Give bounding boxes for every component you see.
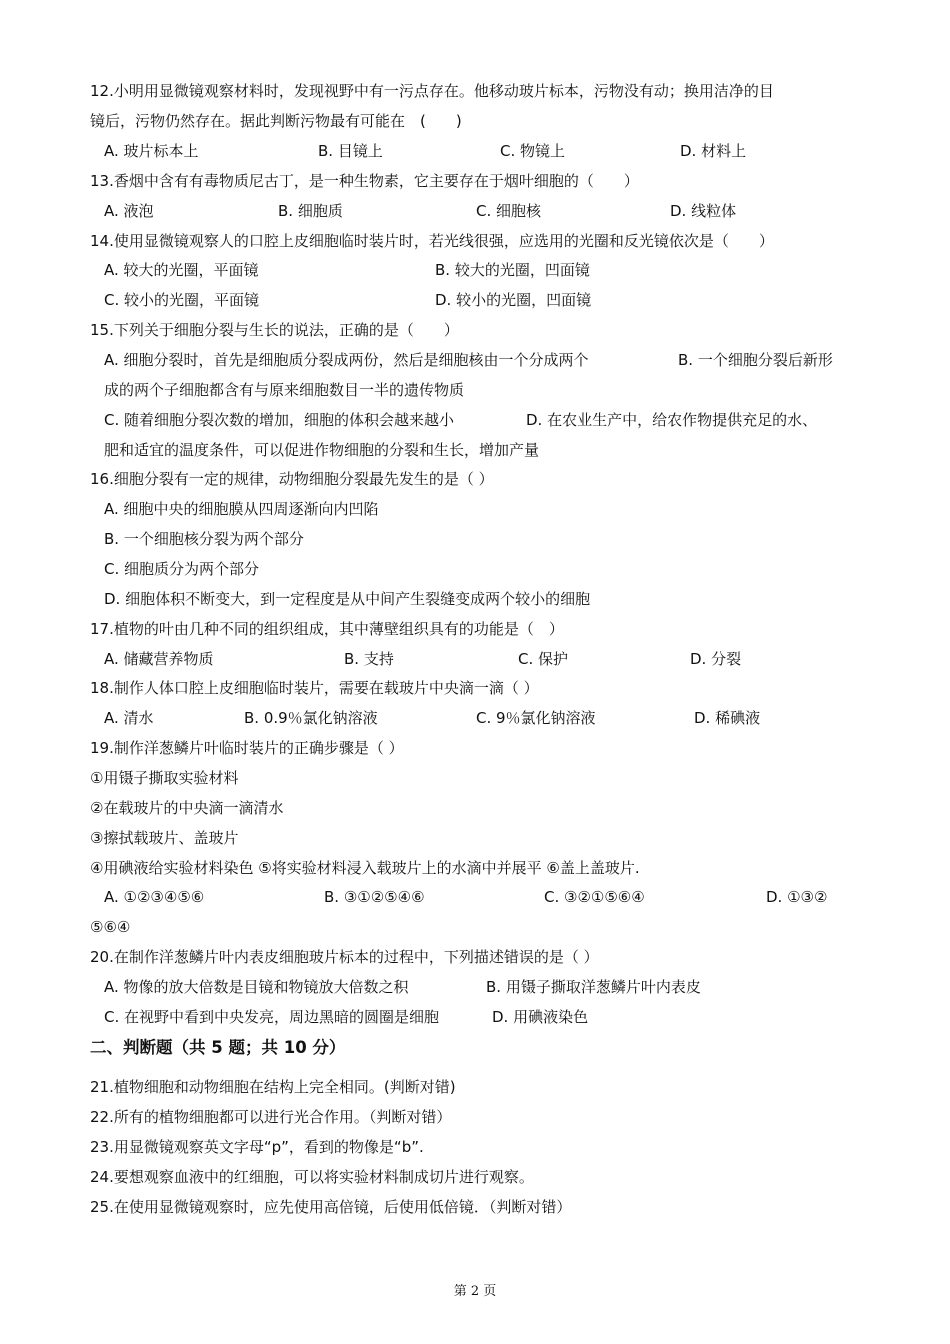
q17-option-a: A. 储藏营养物质 xyxy=(104,650,214,668)
q15-option-b-cont: 成的两个子细胞都含有与原来细胞数目一半的遗传物质 xyxy=(104,381,465,399)
judge-item-23: 23.用显微镜观察英文字母“p”，看到的物像是“b”. xyxy=(90,1138,424,1156)
q16-option-c: C. 细胞质分为两个部分 xyxy=(104,560,260,578)
q19-option-d: D. ①③② xyxy=(766,888,828,906)
judge-item-25: 25.在使用显微镜观察时，应先使用高倍镜，后使用低倍镜．（判断对错） xyxy=(90,1198,572,1216)
question-15-stem: 15.下列关于细胞分裂与生长的说法，正确的是（ ） xyxy=(90,321,459,339)
q12-option-c: C. 物镜上 xyxy=(500,142,566,160)
q12-option-d: D. 材料上 xyxy=(680,142,747,160)
q19-step-4-6: ④用碘液给实验材料染色 ⑤将实验材料浸入载玻片上的水滴中并展平 ⑥盖上盖玻片. xyxy=(90,859,640,877)
question-19-stem: 19.制作洋葱鳞片叶临时装片的正确步骤是（ ） xyxy=(90,739,404,757)
q19-option-c: C. ③②①⑤⑥④ xyxy=(544,888,645,906)
judge-item-24: 24.要想观察血液中的红细胞，可以将实验材料制成切片进行观察。 xyxy=(90,1168,534,1186)
q13-option-a: A. 液泡 xyxy=(104,202,154,220)
q13-option-d: D. 线粒体 xyxy=(670,202,737,220)
q12-option-a: A. 玻片标本上 xyxy=(104,142,199,160)
q12-option-b: B. 目镜上 xyxy=(318,142,383,160)
q20-option-a: A. 物像的放大倍数是目镜和物镜放大倍数之积 xyxy=(104,978,409,996)
q19-option-d-cont: ⑤⑥④ xyxy=(90,918,131,936)
q16-option-b: B. 一个细胞核分裂为两个部分 xyxy=(104,530,304,548)
q19-step-1: ①用镊子撕取实验材料 xyxy=(90,769,239,787)
question-17-stem: 17.植物的叶由几种不同的组织组成，其中薄壁组织具有的功能是（ ） xyxy=(90,620,564,638)
q20-option-b: B. 用镊子撕取洋葱鳞片叶内表皮 xyxy=(486,978,701,996)
q14-option-d: D. 较小的光圈，凹面镜 xyxy=(435,291,592,309)
q17-option-d: D. 分裂 xyxy=(690,650,742,668)
q14-option-b: B. 较大的光圈，凹面镜 xyxy=(435,261,590,279)
q13-option-b: B. 细胞质 xyxy=(278,202,343,220)
page-number: 第 2 页 xyxy=(453,1284,497,1299)
judge-item-21: 21.植物细胞和动物细胞在结构上完全相同。(判断对错) xyxy=(90,1078,456,1096)
q17-option-b: B. 支持 xyxy=(344,650,394,668)
q15-option-c: C. 随着细胞分裂次数的增加，细胞的体积会越来越小 xyxy=(104,411,455,429)
q15-option-b: B. 一个细胞分裂后新形 xyxy=(678,351,833,369)
q15-option-d: D. 在农业生产中，给农作物提供充足的水、 xyxy=(526,411,818,429)
question-14-stem: 14.使用显微镜观察人的口腔上皮细胞临时装片时，若光线很强，应选用的光圈和反光镜依次是（ ） xyxy=(90,232,774,250)
q20-option-c: C. 在视野中看到中央发亮，周边黑暗的圆圈是细胞 xyxy=(104,1008,440,1026)
question-18-stem: 18.制作人体口腔上皮细胞临时装片，需要在载玻片中央滴一滴（ ） xyxy=(90,679,539,697)
question-12-stem: 12.小明用显微镜观察材料时，发现视野中有一污点存在。他移动玻片标本，污物没有动；换用洁净的目 xyxy=(90,82,774,100)
q16-option-a: A. 细胞中央的细胞膜从四周逐渐向内凹陷 xyxy=(104,500,379,518)
question-16-stem: 16.细胞分裂有一定的规律，动物细胞分裂最先发生的是（ ） xyxy=(90,470,494,488)
question-13-stem: 13.香烟中含有有毒物质尼古丁，是一种生物素，它主要存在于烟叶细胞的（ ） xyxy=(90,172,639,190)
question-20-stem: 20.在制作洋葱鳞片叶内表皮细胞玻片标本的过程中，下列描述错误的是（ ） xyxy=(90,948,599,966)
q14-option-c: C. 较小的光圈，平面镜 xyxy=(104,291,260,309)
q19-step-2: ②在载玻片的中央滴一滴清水 xyxy=(90,799,284,817)
question-12-stem-cont: 镜后，污物仍然存在。据此判断污物最有可能在 ( ) xyxy=(90,112,462,130)
q13-option-c: C. 细胞核 xyxy=(476,202,542,220)
q16-option-d: D. 细胞体积不断变大，到一定程度是从中间产生裂缝变成两个较小的细胞 xyxy=(104,590,591,608)
q19-option-b: B. ③①②⑤④⑥ xyxy=(324,888,425,906)
q18-option-c: C. 9％氯化钠溶液 xyxy=(476,709,596,727)
section-2-title: 二、判断题（共 5 题；共 10 分） xyxy=(90,1038,346,1057)
judge-item-22: 22.所有的植物细胞都可以进行光合作用。（判断对错） xyxy=(90,1108,452,1126)
q15-option-d-cont: 肥和适宜的温度条件，可以促进作物细胞的分裂和生长，增加产量 xyxy=(104,441,540,459)
q17-option-c: C. 保护 xyxy=(518,650,569,668)
q18-option-a: A. 清水 xyxy=(104,709,154,727)
q18-option-b: B. 0.9％氯化钠溶液 xyxy=(244,709,378,727)
q14-option-a: A. 较大的光圈，平面镜 xyxy=(104,261,259,279)
q20-option-d: D. 用碘液染色 xyxy=(492,1008,589,1026)
q19-option-a: A. ①②③④⑤⑥ xyxy=(104,888,205,906)
q19-step-3: ③擦拭载玻片、盖玻片 xyxy=(90,829,239,847)
q15-option-a: A. 细胞分裂时，首先是细胞质分裂成两份，然后是细胞核由一个分成两个 xyxy=(104,351,589,369)
q18-option-d: D. 稀碘液 xyxy=(694,709,761,727)
